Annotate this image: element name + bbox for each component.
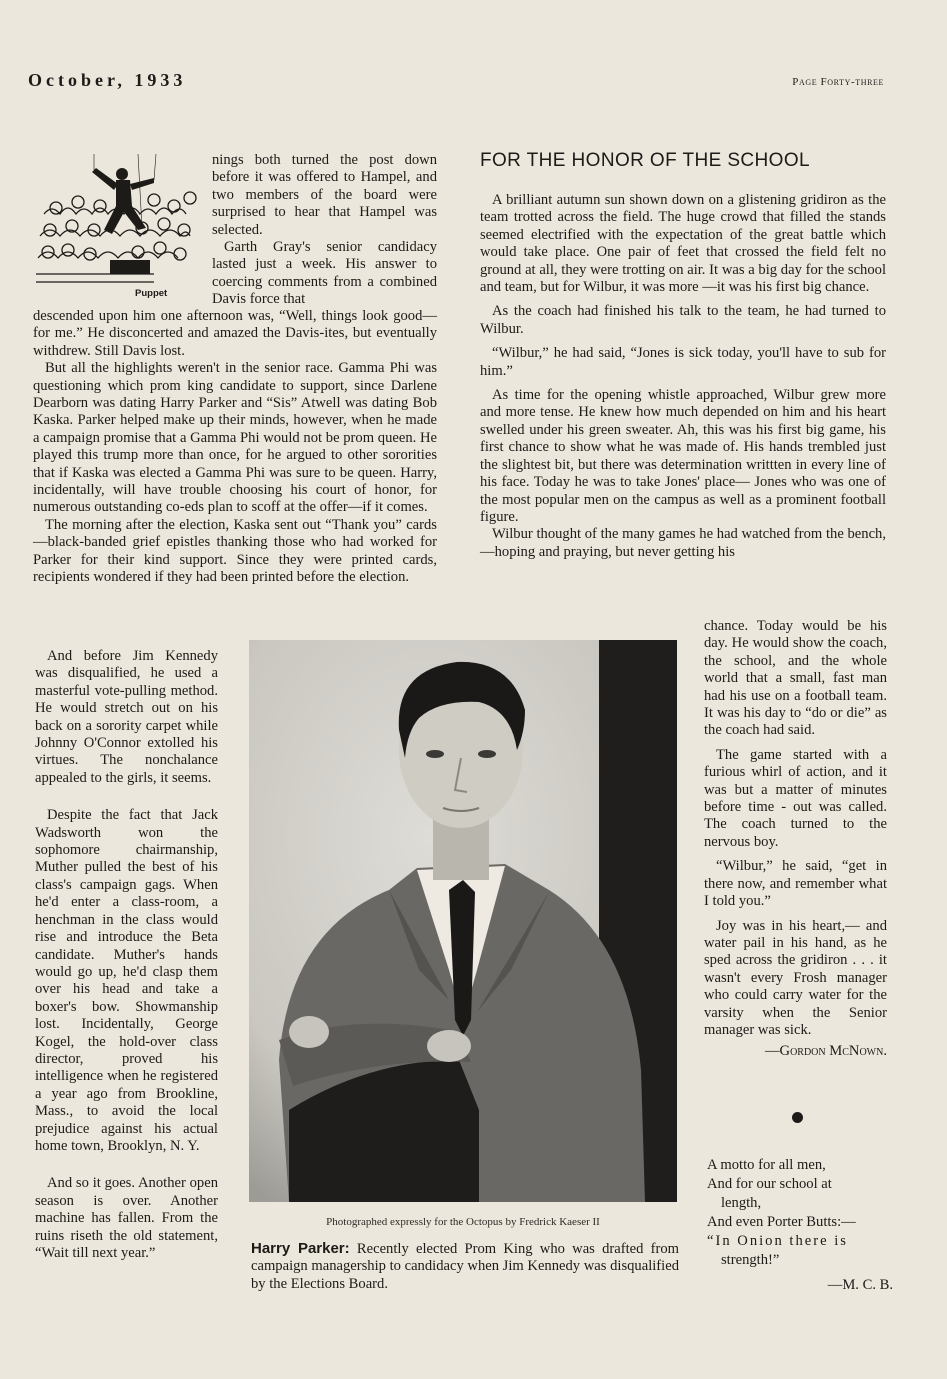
left-full-text — [33, 308, 437, 587]
paragraph: descended upon him one afternoon was, “Well, things look good—for me.” He disconcerted and amazed the Davis-ites, but eventually withdrew. Still Davis lost. — [33, 308, 437, 359]
poem-line: length, — [721, 1195, 762, 1211]
paragraph: As time for the opening whistle approached, Wilbur grew more and more tense. He knew how much depended on him and his heart swelled under his green sweater. Ah, this was his first big game, his first chance to show what he was made of. His hands trembled just the slightest bit, but there was determination writtten in every line of his face. Today he was to take Jones' place— Jones who was one of the most popular men on the campus as well as a prominent football figure. — [480, 387, 886, 525]
poem-signature: —M. C. B. — [827, 1277, 893, 1293]
paragraph: But all the highlights weren't in the senior race. Gamma Phi was questioning which prom king candidate to support, since Darlene Dearborn was dating Harry Parker and “Sis” Atwell was dating Bob Kaska. Parker helped make up their minds, however, when he made a campaign promise that a Gamma Phi would not be prom queen. He played this trump more than once, for he argued to other sororities that if Kaska was elected a Gamma Phi was sure to be queen. Harry, incidentally, will have trouble choosing his court of honor, for numerous outstanding co-eds plan to scoff at the offer—if it comes. — [33, 360, 437, 516]
paragraph: The morning after the election, Kaska sent out “Thank you” cards—black-banded grief epistles thanking those who had worked for Parker for their kind support. Since they were printed cards, recipients wondered if they had been printed before the election. — [33, 516, 437, 586]
paragraph: Wilbur thought of the many games he had watched from the bench, —hoping and praying, but never getting his — [480, 526, 886, 560]
story-full-text — [480, 192, 886, 561]
paragraph: Garth Gray's senior candidacy lasted just a week. His answer to coercing comments from a combined Davis force that — [212, 239, 437, 308]
paragraph: The game started with a furious whirl of action, and it was but a matter of minutes before time - out was called. The coach turned to the nervous boy. — [704, 746, 887, 850]
story-narrow-text — [704, 618, 887, 1061]
paragraph: And before Jim Kennedy was disqualified, he used a masterful vote-pulling method. He would stretch out on his back on a sorority carpet while Johnny O'Connor extolled his virtues. The nonchalance appealed to the girls, it seems. — [35, 648, 218, 786]
caption-text: Recently elected Prom King who was drafted from campaign managership to candidacy when Jim Kennedy was disqualified by the Elections Board. — [251, 1241, 679, 1292]
issue-date: October, 1933 — [28, 70, 187, 90]
poem-line: A motto for all men, — [707, 1157, 826, 1173]
paragraph: “Wilbur,” he said, “get in there now, and remember what I told you.” — [704, 858, 887, 910]
caption-name: Harry Parker: — [251, 1240, 350, 1257]
paragraph: chance. Today would be his day. He would show the coach, the school, and the whole world that a small, fast man had his use on a football team. It was his day to “do or die” as the coach had said. — [704, 618, 887, 739]
paragraph: “Wilbur,” he had said, “Jones is sick today, you'll have to sub for him.” — [480, 345, 886, 379]
paragraph: nings both turned the post down before it was offered to Hampel, and two members of the board were surprised to hear that Hampel was selected. — [212, 152, 437, 238]
paragraph: A brilliant autumn sun shown down on a glistening gridiron as the team trotted across the field. The huge crowd that filled the stands seemed electrified with the expectation of the great battle which would take place. One pair of feet that crossed the field felt no ground at all, they were trotting on air. It was a big day for the school and team, but for Wilbur, it was more —it was his first big chance. — [480, 192, 886, 296]
poem-line: strength!” — [721, 1252, 780, 1268]
section-bullet — [792, 1112, 803, 1123]
photo-credit: Photographed expressly for the Octopus by Fredrick Kaeser II — [326, 1216, 600, 1228]
portrait-photo — [249, 640, 677, 1202]
photo-caption — [251, 1240, 679, 1293]
poem-line: “In Onion there is — [707, 1233, 848, 1249]
story-title: FOR THE HONOR OF THE SCHOOL — [480, 150, 810, 171]
paragraph: Despite the fact that Jack Wadsworth won the sophomore chairmanship, Muther pulled the best of his class's campaign gags. When he'd enter a class-room, a henchman in the class would rise and introduce the Beta candidate. Muther's hands would go up, he'd clasp them over his head and take a boxer's bow. Showmanship lost. Incidentally, George Kogel, the hold-over class director, proved his intelligence when he registered a year ago from Brookline, Mass., to avoid the local prejudice against his actual home town, Brooklyn, N. Y. — [35, 807, 218, 1154]
poem-line: And even Porter Butts:— — [707, 1214, 856, 1230]
puppet-caption: Puppet — [135, 288, 168, 299]
page-number: Page Forty-three — [792, 76, 884, 88]
paragraph: And so it goes. Another open season is over. Another machine has fallen. From the ruins riseth the old statement, “Wait till next year.” — [35, 1175, 218, 1261]
poem-line: And for our school at — [707, 1176, 832, 1192]
left-wrap-text — [212, 152, 437, 309]
paragraph: As the coach had finished his talk to the team, he had turned to Wilbur. — [480, 303, 886, 337]
poem — [707, 1156, 893, 1295]
left-narrow-text — [35, 648, 218, 1262]
paragraph: Joy was in his heart,— and water pail in his hand, as he sped across the gridiron . . . it wasn't every Frosh manager who could carry water for the varsity when the Senior manager was sick. — [704, 917, 887, 1038]
story-signature: —Gordon McNown. — [764, 1043, 887, 1060]
puppet-illustration — [34, 150, 202, 286]
